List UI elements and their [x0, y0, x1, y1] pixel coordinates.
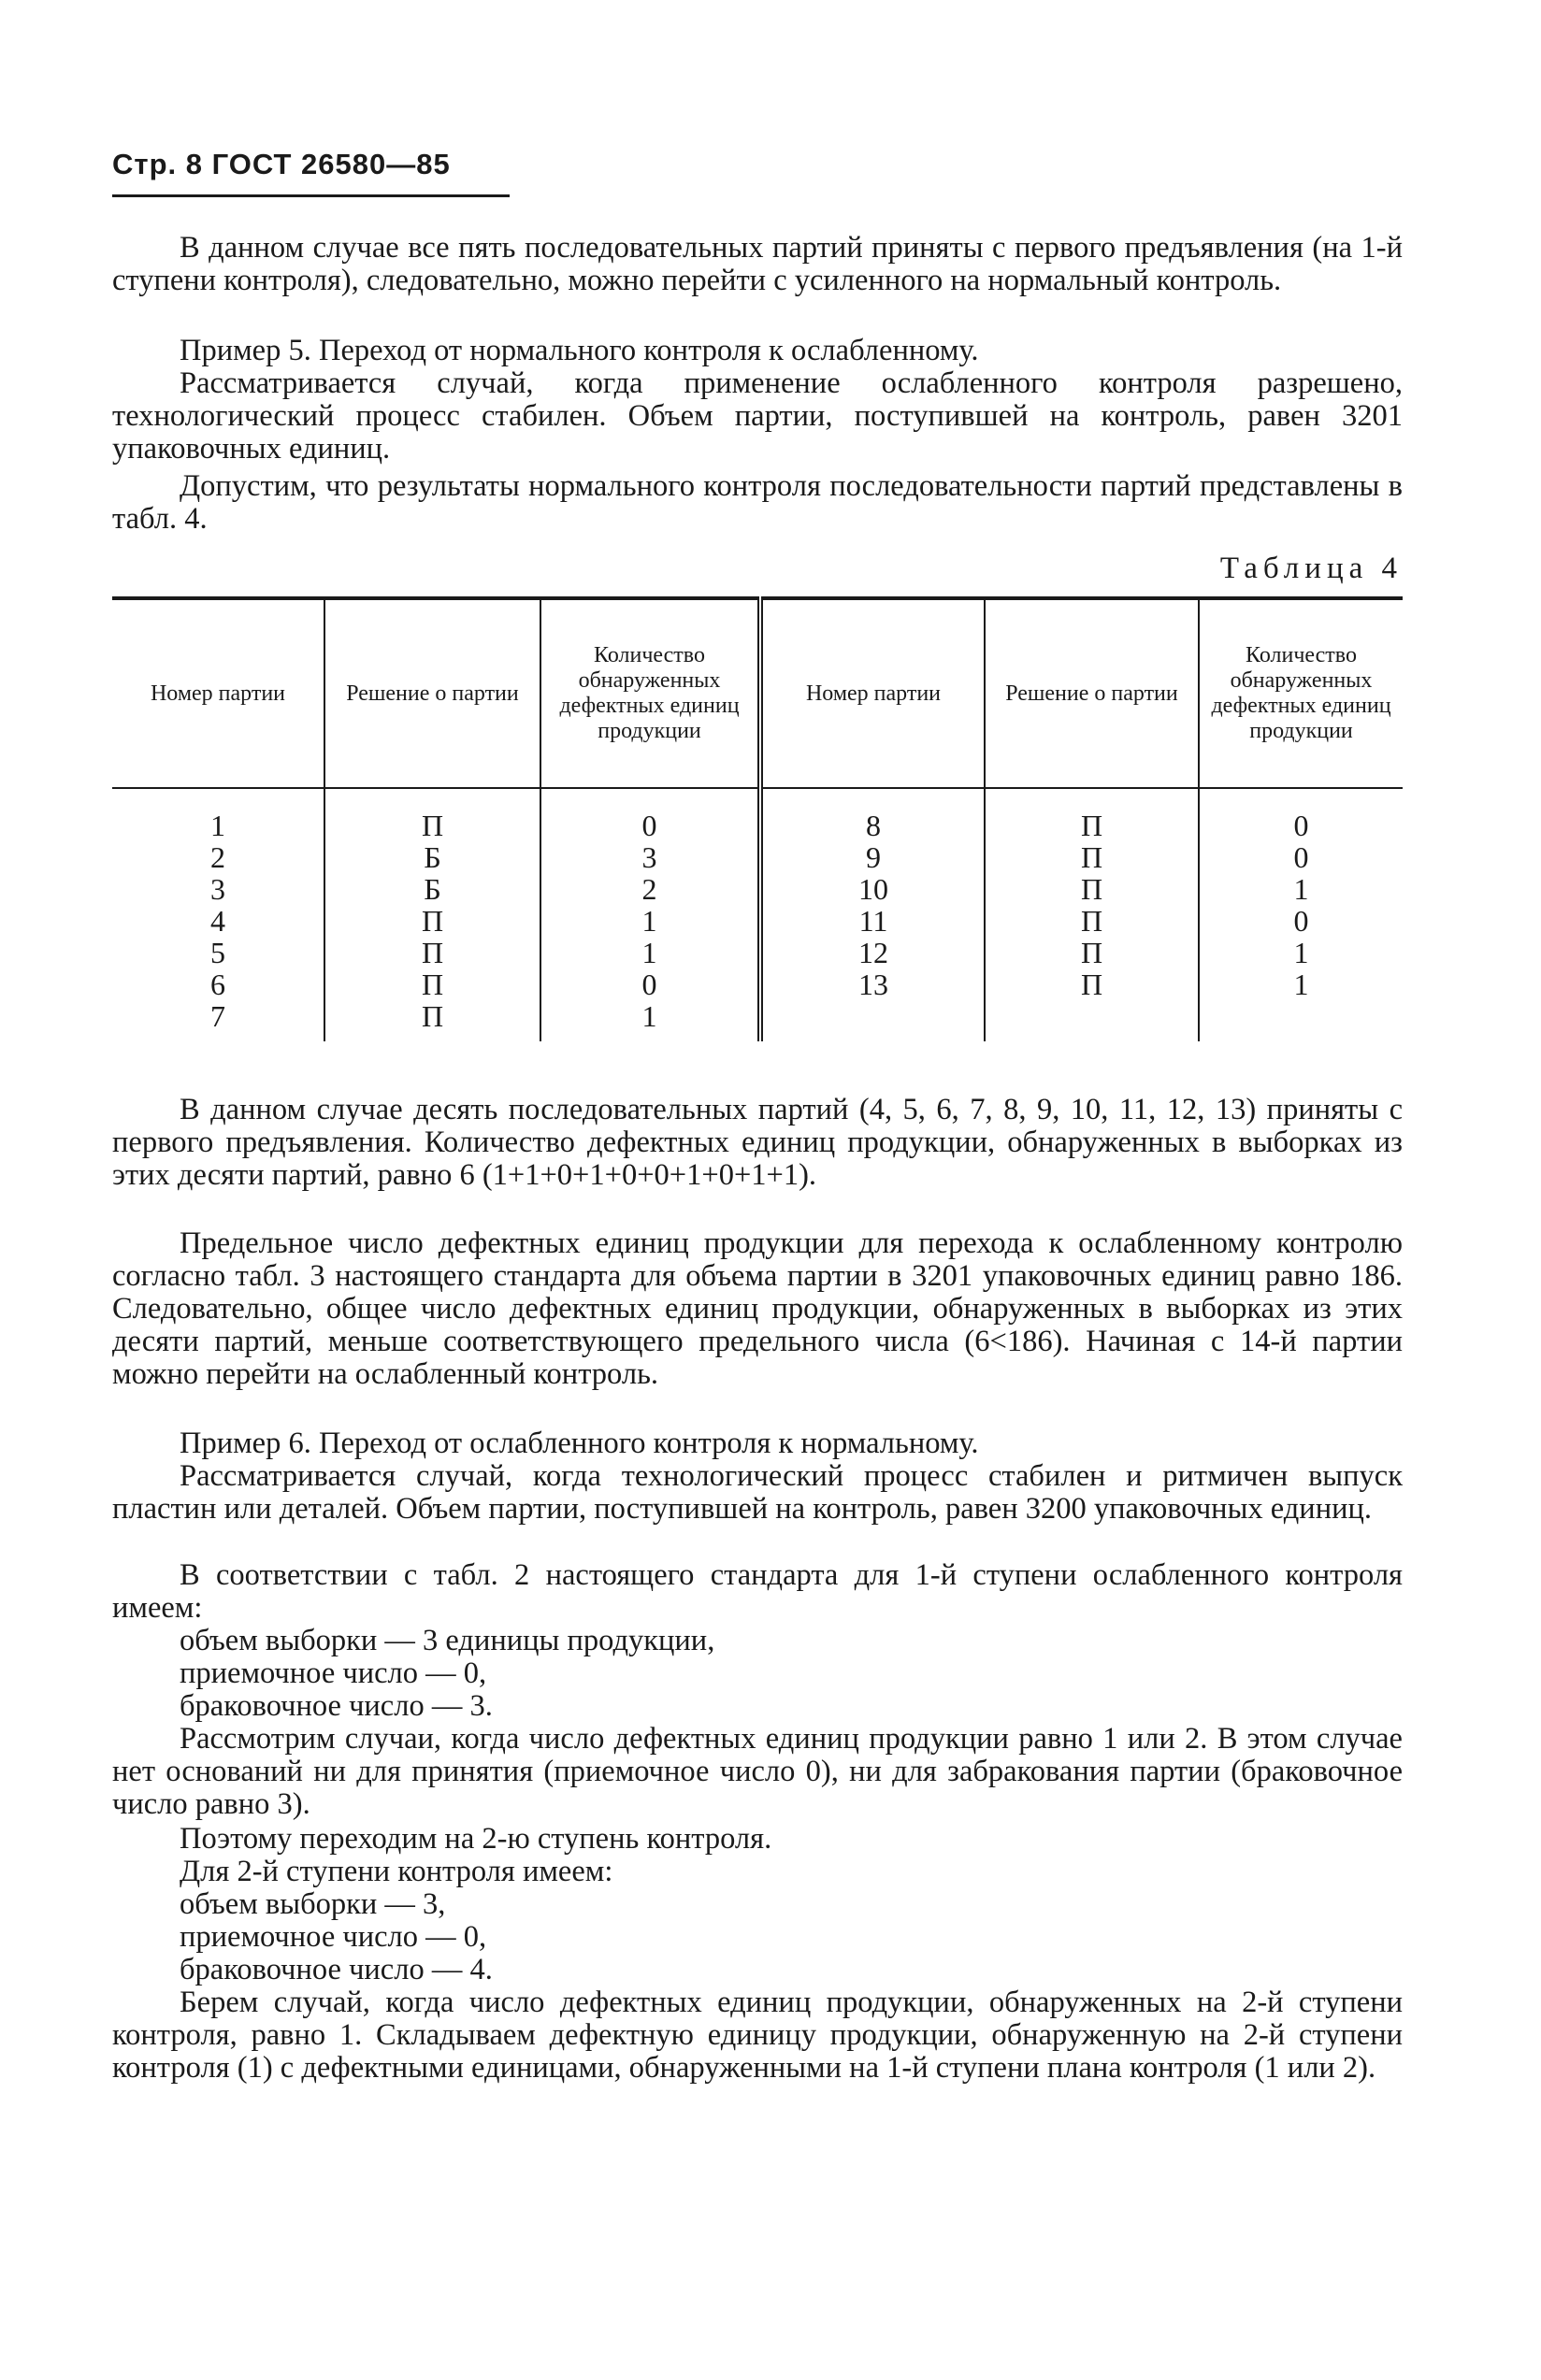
table-cell: 9 — [866, 840, 881, 874]
table-cell: Б — [424, 840, 441, 874]
table-cell: П — [1080, 904, 1103, 938]
table-cell: 0 — [641, 968, 657, 1001]
list-item: приемочное число — 0, — [180, 1656, 487, 1690]
header-lot-number-right: Номер партии — [760, 598, 985, 788]
list-item: приемочное число — 0, — [180, 1920, 487, 1954]
text-line: Поэтому переходим на 2-ю ступень контроля. — [180, 1822, 772, 1856]
header-rule — [112, 194, 510, 197]
column-defects-left — [540, 788, 760, 1041]
table-cell: П — [1080, 936, 1103, 969]
header-decision-right: Решение о партии — [985, 598, 1199, 788]
table-cell: 4 — [210, 904, 225, 938]
table-cell: 0 — [1293, 809, 1309, 842]
paragraph-example-5: Рассматривается случай, когда применение ослабленного контроля разрешено, технологический процесс стабилен. Объем партии, поступившей на контроль, равен 3201 упаковочных единиц. — [112, 366, 1403, 466]
paragraph-final: Берем случай, когда число дефектных единиц продукции, обнаруженных на 2-й ступени контроля, равно 1. Складываем дефектную единицу продукции, обнаруженную на 2-й ступени контроля (1) с дефектными единицами, обнаруженными на 1-й ступени плана контроля (1 или 2). — [112, 1986, 1403, 2085]
table-cell: 0 — [1293, 904, 1309, 938]
header-lot-number-left: Номер партии — [112, 598, 324, 788]
table-cell: 1 — [210, 809, 225, 842]
list-item: объем выборки — 3, — [180, 1887, 446, 1921]
table-cell: 10 — [858, 872, 888, 906]
table-cell: 8 — [866, 809, 881, 842]
table-cell: 1 — [1293, 872, 1309, 906]
table-cell: 3 — [641, 840, 657, 874]
table-cell: 1 — [641, 999, 657, 1033]
table-cell: П — [421, 999, 444, 1033]
example-5-heading: Пример 5. Переход от нормального контроля к ослабленному. — [180, 334, 979, 367]
paragraph-table-ref: Допустим, что результаты нормального контроля последовательности партий представлены в табл. 4. — [112, 469, 1403, 536]
table-body-row — [112, 788, 1403, 1041]
paragraph-analysis: В данном случае десять последовательных партий (4, 5, 6, 7, 8, 9, 10, 11, 12, 13) приняты с первого предъявления. Количество дефектных единиц продукции, обнаруженных в выборках из этих десяти партий, равно 6 (1+1+0+1+0+0+1+0+1+1). — [112, 1093, 1403, 1192]
table-cell: 3 — [210, 872, 225, 906]
table-cell: 0 — [641, 809, 657, 842]
header-defects-left: Количество обнаруженных дефектных единиц продукции — [540, 598, 760, 788]
table-cell: 11 — [858, 904, 888, 938]
table-cell: 2 — [641, 872, 657, 906]
table-cell: 7 — [210, 999, 225, 1033]
column-lot-numbers-left — [112, 788, 324, 1041]
table-caption: Таблица 4 — [1219, 552, 1403, 585]
table-cell: П — [421, 904, 444, 938]
table-cell: 0 — [1293, 840, 1309, 874]
table-cell: 1 — [1293, 936, 1309, 969]
table-cell: Б — [424, 872, 441, 906]
text-line: Для 2-й ступени контроля имеем: — [180, 1855, 613, 1888]
table-cell: П — [421, 809, 444, 842]
table-cell: П — [1080, 840, 1103, 874]
table-header-row — [112, 598, 1403, 788]
list-item: браковочное число — 3. — [180, 1689, 493, 1723]
header-decision-left: Решение о партии — [324, 598, 540, 788]
example-6-heading: Пример 6. Переход от ослабленного контроля к нормальному. — [180, 1427, 979, 1460]
table-cell: П — [421, 968, 444, 1001]
paragraph-table-2: В соответствии с табл. 2 настоящего стандарта для 1-й ступени ослабленного контроля имеем: — [112, 1558, 1403, 1625]
paragraph-limit: Предельное число дефектных единиц продукции для перехода к ослабленному контролю согласно табл. 3 настоящего стандарта для объема партии в 3201 упаковочных единиц равно 186. Следовательно, общее число дефектных единиц продукции, обнаруженных в выборках из этих десяти партий, меньше соответствующего предельного числа (6<186). Начиная с 14-й партии можно перейти на ослабленный контроль. — [112, 1226, 1403, 1391]
table-cell: 1 — [641, 936, 657, 969]
table-cell: П — [1080, 968, 1103, 1001]
table-cell: 13 — [858, 968, 888, 1001]
list-item: объем выборки — 3 единицы продукции, — [180, 1624, 715, 1657]
column-defects-right — [1199, 788, 1403, 1041]
table-cell: П — [1080, 872, 1103, 906]
header-defects-right: Количество обнаруженных дефектных единиц продукции — [1199, 598, 1403, 788]
column-decisions-right — [985, 788, 1199, 1041]
table-cell: 1 — [1293, 968, 1309, 1001]
results-table — [112, 596, 1403, 1041]
column-decisions-left — [324, 788, 540, 1041]
paragraph-example-6: Рассматривается случай, когда технологический процесс стабилен и ритмичен выпуск пластин или деталей. Объем партии, поступившей на контроль, равен 3200 упаковочных единиц. — [112, 1459, 1403, 1526]
table-cell: П — [421, 936, 444, 969]
paragraph-cases: Рассмотрим случаи, когда число дефектных единиц продукции равно 1 или 2. В этом случае нет оснований ни для принятия (приемочное число 0), ни для забракования партии (браковочное число равно 3). — [112, 1722, 1403, 1821]
table-cell: 5 — [210, 936, 225, 969]
column-lot-numbers-right — [760, 788, 985, 1041]
table-cell: 1 — [641, 904, 657, 938]
paragraph-intro: В данном случае все пять последовательных партий приняты с первого предъявления (на 1-й ступени контроля), следовательно, можно перейти с усиленного на нормальный контроль. — [112, 231, 1403, 297]
table-cell: П — [1080, 809, 1103, 842]
table-cell: 12 — [858, 936, 888, 969]
table-cell: 6 — [210, 968, 225, 1001]
table-cell: 2 — [210, 840, 225, 874]
list-item: браковочное число — 4. — [180, 1953, 493, 1986]
page-header: Стр. 8 ГОСТ 26580—85 — [112, 148, 451, 180]
